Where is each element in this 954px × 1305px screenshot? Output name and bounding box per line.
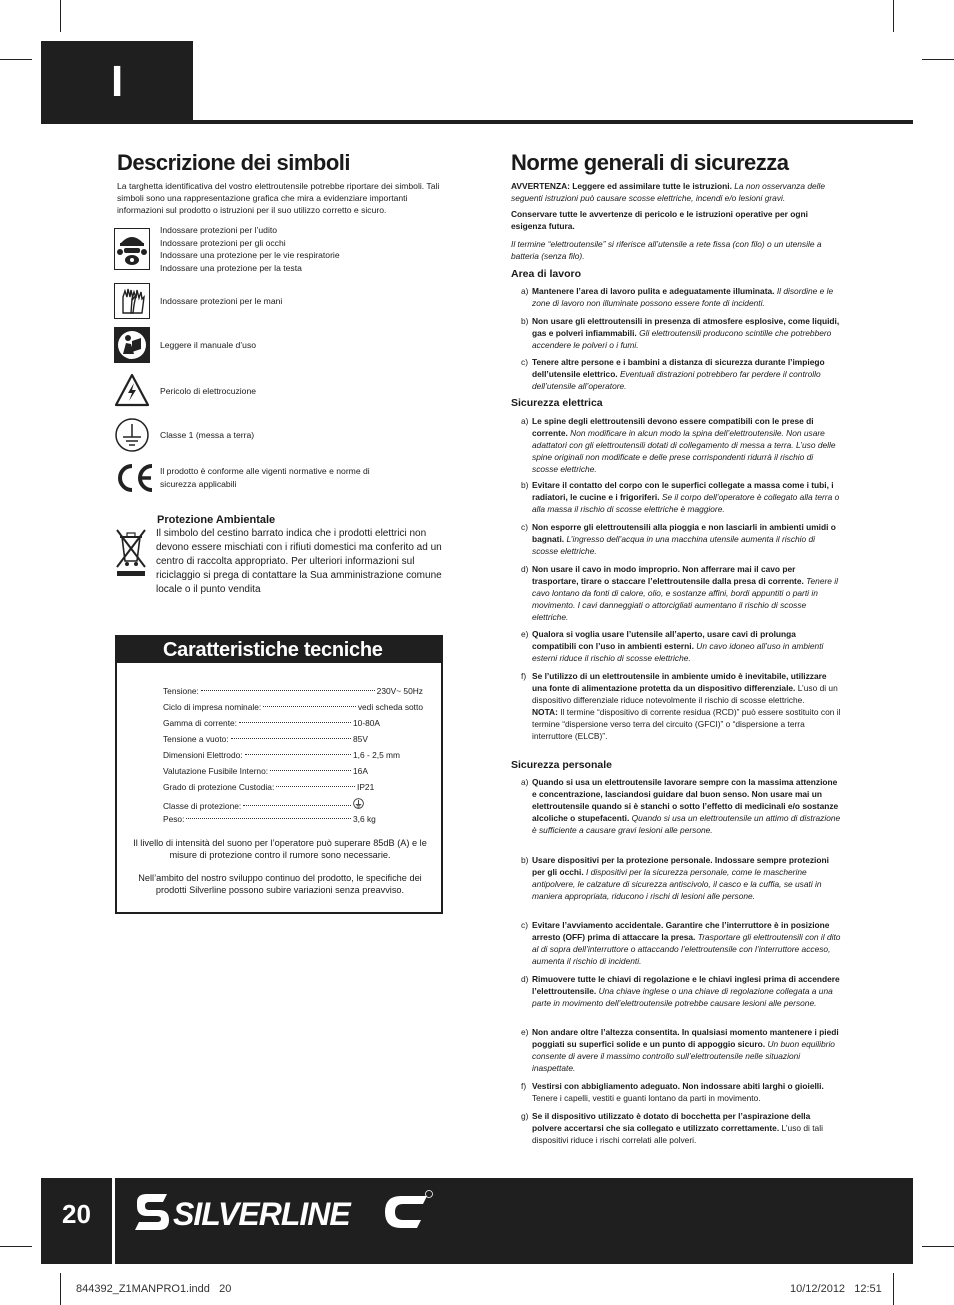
specifications-box xyxy=(115,635,443,914)
ce-mark-icon xyxy=(114,462,156,494)
spec-value: 1,6 - 2,5 mm xyxy=(353,750,401,760)
warning-text: La non osservanza delle seguenti istruzioni può causare scosse elettriche, incendi e/o lesioni gravi. xyxy=(511,181,826,203)
ppe-line: Indossare protezioni per l’udito xyxy=(160,225,278,235)
spec-label: Peso: xyxy=(163,814,185,824)
item-text: Tenere i capelli, vestiti e guanti lontano da parti in movimento. xyxy=(532,1093,761,1103)
spec-value: 85V xyxy=(353,734,368,744)
spec-row xyxy=(163,814,423,824)
footer-bar xyxy=(41,1178,913,1264)
crop-mark xyxy=(60,0,61,32)
item-bold: Vestirsi con abbigliamento adeguato. Non indossare abiti larghi o gioielli. xyxy=(532,1081,824,1091)
crop-mark xyxy=(922,1246,954,1247)
item-text: Gli elettroutensili producono scintille che potrebbero accendere le polveri o i fumi. xyxy=(532,328,832,350)
item-bold: Evitare l’avviamento accidentale. Garantire che l’interruttore è in posizione arresto (OFF) prima di attaccare la presa. xyxy=(532,920,830,942)
spec-row xyxy=(163,782,423,792)
ppe-combined-icon xyxy=(114,228,150,270)
ce-label: Il prodotto è conforme alle vigenti normative e norme di sicurezza applicabili xyxy=(160,466,370,489)
note-text: Il termine “dispositivo di corrente residua (RCD)” può essere sostituito con il termine “dispersione verso terra del circuito (GFCI)” o “dispersione a terra interruttore (ELCB)”. xyxy=(532,707,841,741)
item-bold: Le spine degli elettroutensili devono essere compatibili con le prese di corrente. xyxy=(532,416,814,438)
note-label: NOTA: xyxy=(532,707,558,717)
item-letter: b) xyxy=(521,480,529,490)
spec-label: Dimensioni Elettrodo: xyxy=(163,750,243,760)
item-bold: Se l’utilizzo di un elettroutensile in ambiente umido è inevitabile, utilizzare una fonte di alimentazione protetta da un dispositivo differenziale. xyxy=(532,671,827,693)
crop-mark xyxy=(893,1273,894,1305)
item-letter: b) xyxy=(521,855,529,865)
spec-row xyxy=(163,750,423,760)
item-text: Quando si usa un elettroutensile un attimo di distrazione è sufficiente a causare gravi lesioni alle persone. xyxy=(532,813,841,835)
list-item xyxy=(511,670,841,742)
item-letter: b) xyxy=(521,316,529,326)
spec-change-note: Nell’ambito del nostro sviluppo continuo del prodotto, le specifiche dei prodotti Silverline possono subire variazioni senza preavviso. xyxy=(138,873,422,895)
crop-mark xyxy=(60,1273,61,1305)
list-item xyxy=(511,1080,841,1104)
safety-term xyxy=(511,238,841,262)
list-item xyxy=(511,776,841,836)
spec-value-class-icon xyxy=(353,798,423,811)
class1-label: Classe 1 (messa a terra) xyxy=(160,430,255,440)
spec-label: Tensione: xyxy=(163,686,199,696)
spec-value: 230V~ 50Hz xyxy=(376,686,423,696)
item-bold: Mantenere l’area di lavoro pulita e adeguatamente illuminata. xyxy=(532,286,775,296)
spec-label: Classe di protezione: xyxy=(163,801,242,811)
earth-ground-icon xyxy=(114,417,150,453)
item-letter: a) xyxy=(521,777,529,787)
manual-label: Leggere il manuale d’uso xyxy=(160,340,257,350)
silverline-logo xyxy=(133,1188,433,1243)
list-item xyxy=(511,563,841,623)
spec-row xyxy=(163,718,423,728)
item-text: Un buon equilibrio consente di avere il massimo controllo sull’elettroutensile nelle situazioni inaspettate. xyxy=(532,1039,835,1073)
spec-row xyxy=(163,798,423,811)
item-bold: Usare dispositivi per la protezione personale. Indossare sempre protezioni per gli occhi. xyxy=(532,855,829,877)
list-item xyxy=(511,415,841,475)
earth-ground-icon xyxy=(353,798,364,809)
item-bold: Quando si usa un elettroutensile lavorare sempre con la massima attenzione e concentrazione, lasciandosi guidare dal buon senso. Non usare mai un elettroutensile quando si è stanchi o sotto l’effetto di medicinali e/o sostanze alcoliche o stupefacenti. xyxy=(532,777,839,823)
item-text: Trasportare gli elettroutensili con il dito al di sopra dell’interruttore o attaccando l’elettroutensile con l’interruttore acceso, aumenta il rischio di incidenti. xyxy=(532,932,841,966)
gloves-icon xyxy=(114,283,150,319)
list-item xyxy=(511,479,841,515)
gloves-label: Indossare protezioni per le mani xyxy=(160,296,283,306)
item-letter: c) xyxy=(521,920,528,930)
electric-shock-warning-icon xyxy=(114,373,150,407)
item-text: I dispositivi per la sicurezza personale, come le mascherine antipolvere, le calzature di sicurezza antiscivolo, il casco e la cuffia, se usati in maniera appropriata, riducono i rischi di lesioni alle persone. xyxy=(532,867,822,901)
spec-label: Valutazione Fusibile Interno: xyxy=(163,766,269,776)
item-bold: Non esporre gli elettroutensili alla pioggia e non lasciarli in ambienti umidi o bagnati. xyxy=(532,522,836,544)
page-number: 20 xyxy=(41,1178,115,1264)
noise-note: Il livello di intensità del suono per l’operatore può superare 85dB (A) e le misure di protezione contro il rumore sono necessarie. xyxy=(133,838,427,860)
environment-text: Il simbolo del cestino barrato indica che i prodotti elettrici non devono essere mischiati con i rifiuti domestici ma conferito ad un centro di raccolta appropriato. Per ulteriori informazioni sul riciclaggio si prega di contattare la Sua amministrazione comune locale o il punto vendita xyxy=(156,528,442,595)
crop-mark xyxy=(0,1246,32,1247)
symbols-title: Descrizione dei simboli xyxy=(117,150,351,175)
ppe-line: Indossare una protezione per la testa xyxy=(160,262,302,273)
environment-title: Protezione Ambientale xyxy=(157,514,276,526)
date-slug: 10/12/2012 12:51 xyxy=(790,1283,882,1295)
section-electrical-safety: Sicurezza elettrica xyxy=(511,397,603,409)
brand-text: SILVERLINE xyxy=(173,1196,350,1232)
spec-value: vedi scheda sotto xyxy=(357,702,423,712)
crop-mark xyxy=(922,59,954,60)
list-item xyxy=(511,285,841,309)
spec-label: Grado di protezione Custodia: xyxy=(163,782,275,792)
section-personal-safety: Sicurezza personale xyxy=(511,759,612,771)
list-item xyxy=(511,1110,841,1146)
symbols-intro: La targhetta identificativa del vostro elettroutensile potrebbe riportare dei simboli. Tali simboli sono una rappresentazione grafica che mira a evidenziare importanti informazioni sul prodotto o istruzioni per il suo utilizzo corretto e sicuro. xyxy=(117,181,440,215)
item-text: Una chiave inglese o una chiave di regolazione collegata a una parte in movimento dell’elettroutensile potrebbe causare lesioni alle persone. xyxy=(532,986,833,1008)
spec-row xyxy=(163,702,423,712)
ppe-label xyxy=(160,224,340,274)
list-item xyxy=(511,973,841,1009)
spec-label: Gamma di corrente: xyxy=(163,718,238,728)
item-bold: Non andare oltre l’altezza consentita. In qualsiasi momento mantenere i piedi poggiati su superfici solide e un punto di appoggio sicuro. xyxy=(532,1027,839,1049)
item-text: Eventuali distrazioni potrebbero far perdere il controllo dell’utensile all’operatore. xyxy=(532,369,821,391)
list-item xyxy=(511,521,841,557)
item-letter: a) xyxy=(521,416,529,426)
spec-label: Ciclo di impresa nominale: xyxy=(163,702,262,712)
section-work-area: Area di lavoro xyxy=(511,268,582,280)
ppe-line: Indossare protezioni per gli occhi xyxy=(160,237,286,248)
item-letter: e) xyxy=(521,1027,529,1037)
warning-bold: AVVERTENZA: Leggere ed assimilare tutte le istruzioni. xyxy=(511,181,732,191)
safety-title: Norme generali di sicurezza xyxy=(511,150,789,175)
item-letter: c) xyxy=(521,357,528,367)
language-tab: I xyxy=(41,41,193,123)
item-letter: d) xyxy=(521,564,529,574)
item-text: L’uso di tali dispositivi riduce i rischi correlati alle polveri. xyxy=(532,1123,823,1145)
item-bold: Non usare il cavo in modo improprio. Non afferrare mai il cavo per trasportare, tirare o staccare l’elettroutensile dalla presa di corrente. xyxy=(532,564,804,586)
spec-value: 16A xyxy=(353,766,368,776)
list-item xyxy=(511,854,841,902)
item-text: L’uso di un dispositivo differenziale riduce notevolmente il rischio di scosse elettriche. xyxy=(532,683,838,705)
crop-mark xyxy=(0,59,32,60)
read-manual-icon xyxy=(114,327,150,363)
header-rule xyxy=(41,120,913,124)
item-text: Un cavo idoneo all’uso in ambienti esterni riduce il rischio di scosse elettriche. xyxy=(532,641,824,663)
ppe-line: Indossare una protezione per le vie respiratorie xyxy=(160,250,340,260)
item-bold: Evitare il contatto del corpo con le superfici collegate a massa come i tubi, i radiatori, le cucine e i frigoriferi. xyxy=(532,480,834,502)
item-text: Non modificare in alcun modo la spina dell’elettroutensile. Non usare adattatori con gli elettroutensili dotati di collegamento di messa a terra. L’uso delle spine originali non modificate e delle prese corrispondenti ridurrà il rischio di scosse elettriche. xyxy=(532,428,836,474)
shock-label: Pericolo di elettrocuzione xyxy=(160,386,257,396)
item-bold: Tenere altre persone e i bambini a distanza di sicurezza durante l’impiego dell’utensile elettrico. xyxy=(532,357,825,379)
item-bold: Se il dispositivo utilizzato è dotato di bocchetta per l’aspirazione della polvere accertarsi che sia collegato e utilizzato correttamente. xyxy=(532,1111,811,1133)
list-item xyxy=(511,919,841,967)
crop-mark xyxy=(893,0,894,32)
spec-value: 10-80A xyxy=(353,718,381,728)
item-bold: Rimuovere tutte le chiavi di regolazione e le chiavi inglesi prima di accendere l’elettroutensile. xyxy=(532,974,840,996)
keep-instructions: Conservare tutte le avvertenze di pericolo e le istruzioni operative per ogni esigenza futura. xyxy=(511,209,808,231)
item-bold: Non usare gli elettroutensili in presenza di atmosfere esplosive, come liquidi, gas e polveri infiammabili. xyxy=(532,316,840,338)
spec-row xyxy=(163,734,423,744)
list-item xyxy=(511,315,841,351)
item-bold: Qualora si voglia usare l’utensile all’aperto, usare cavi di prolunga compatibili con l’uso in ambienti esterni. xyxy=(532,629,796,651)
list-item xyxy=(511,356,841,392)
item-letter: a) xyxy=(521,286,529,296)
spec-value: 3,6 kg xyxy=(353,814,376,824)
list-item xyxy=(511,1026,841,1074)
spec-value: IP21 xyxy=(357,782,375,792)
item-letter: c) xyxy=(521,522,528,532)
item-text: L’ingresso dell’acqua in una macchina utensile aumenta il rischio di scosse elettriche. xyxy=(532,534,816,556)
spec-row xyxy=(163,766,423,776)
item-text: Tenere il cavo lontano da fonti di calore, olio, e sostanze affini, bordi appuntiti o parti in movimento. I cavi danneggiati o attorcigliati aumentano il rischio di scosse elettriche. xyxy=(532,576,838,622)
spec-row xyxy=(163,686,423,696)
item-letter: f) xyxy=(521,671,527,681)
specifications-title: Caratteristiche tecniche xyxy=(117,637,441,663)
crossed-bin-icon xyxy=(114,527,148,579)
spec-label: Tensione a vuoto: xyxy=(163,734,229,744)
safety-keep xyxy=(511,208,841,232)
item-letter: f) xyxy=(521,1081,527,1091)
item-letter: e) xyxy=(521,629,529,639)
file-slug: 844392_Z1MANPRO1.indd 20 xyxy=(76,1283,232,1295)
safety-warning xyxy=(511,180,841,204)
item-letter: g) xyxy=(521,1111,529,1121)
term-definition: Il termine “elettroutensile” si riferisce all’utensile a rete fissa (con filo) o un utensile a batteria (senza filo). xyxy=(511,239,822,261)
item-text: Il disordine e le zone di lavoro non illuminate possono essere fonte di incidenti. xyxy=(532,286,834,308)
item-letter: d) xyxy=(521,974,529,984)
list-item xyxy=(511,628,841,664)
item-text: Se il corpo dell’operatore è collegato alla terra o alla massa il rischio di scosse elettriche è maggiore. xyxy=(532,492,840,514)
